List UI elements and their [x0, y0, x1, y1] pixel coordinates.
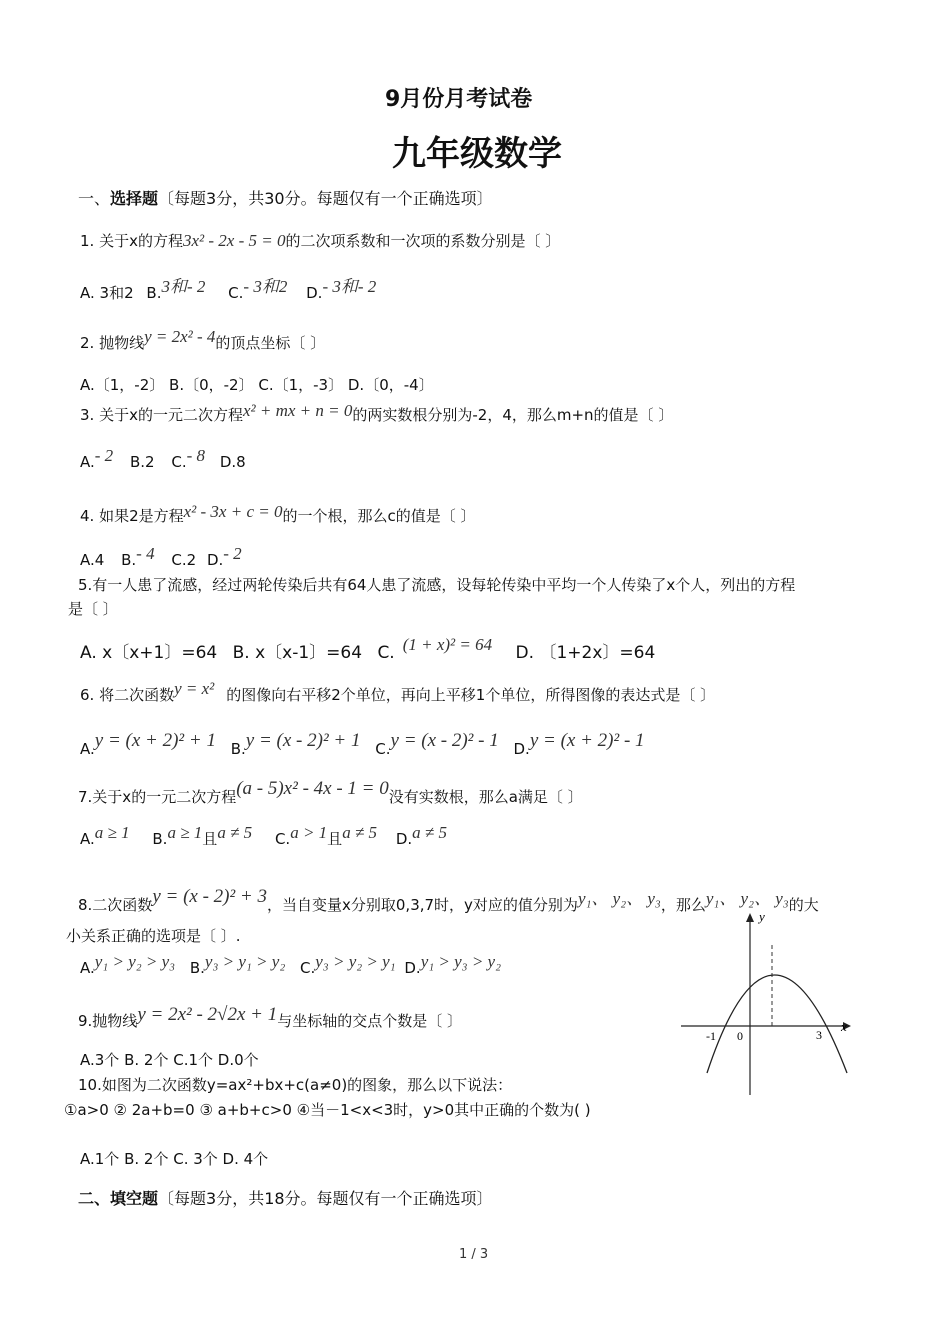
q6-option-c-math: y = (x - 2)² - 1 — [390, 730, 499, 751]
q8-pre: 8.二次函数 — [78, 896, 153, 914]
q7-option-b-and: 且 — [202, 830, 218, 848]
q8-option-c-math: y₃ > y₂ > y₁ — [315, 952, 396, 971]
exam-title: 9月份月考试卷 — [385, 87, 533, 112]
question-10-line2: ①a>0 ② 2a+b=0 ③ a+b+c>0 ④当－1<x<3时，y>0其中正确的个数为( ) — [64, 1101, 591, 1119]
q6-pre: 6. 将二次函数 — [80, 686, 175, 704]
q9-pre: 9.抛物线 — [78, 1012, 138, 1030]
tick-label-zero: 0 — [737, 1029, 743, 1043]
q6-option-a-label: A. — [80, 740, 95, 758]
q8-option-b-math: y₃ > y₁ > y₂ — [204, 952, 286, 971]
q1-pre: 1. 关于x的方程 — [80, 232, 183, 250]
q3-option-b: B.2 — [129, 453, 155, 471]
q8-mid: ，当自变量x分别取0,3,7时，y对应的值分别为 — [267, 896, 578, 914]
section1-prefix: 一、 — [78, 189, 111, 208]
q1-option-c-math: - 3和2 — [243, 277, 288, 296]
q5-option-c-label: C. — [377, 643, 395, 663]
q8-equation: y = (x - 2)² + 3 — [152, 886, 267, 907]
q1-option-d-label: D. — [306, 284, 323, 302]
q2-equation: y = 2x² - 4 — [144, 327, 216, 346]
tick-label-three: 3 — [816, 1028, 822, 1042]
q3-option-c-label: C. — [171, 453, 187, 471]
q3-pre: 3. 关于x的一元二次方程 — [80, 406, 243, 424]
q7-option-c-math2: a ≠ 5 — [342, 823, 378, 842]
section2-name: 二、填空题 — [78, 1189, 159, 1208]
parabola-graph — [675, 905, 865, 1100]
q4-option-c: C.2 — [171, 551, 197, 569]
q4-option-b-label: B. — [121, 551, 137, 569]
q7-option-b-label: B. — [152, 830, 168, 848]
q3-equation: x² + mx + n = 0 — [242, 401, 353, 420]
q4-pre: 4. 如果2是方程 — [80, 507, 184, 525]
q8-option-c-label: C. — [300, 959, 316, 977]
q7-option-a-label: A. — [80, 830, 95, 848]
q7-equation: (a - 5)x² - 4x - 1 = 0 — [236, 778, 389, 799]
question-7 — [78, 778, 583, 808]
q3-options — [80, 446, 246, 472]
section1-heading — [78, 186, 493, 209]
q3-option-c-math: - 8 — [186, 446, 206, 465]
q9-equation: y = 2x² - 2√2x + 1 — [137, 1004, 278, 1025]
q3-option-a-label: A. — [80, 453, 95, 471]
q8-option-d-math: y₁ > y₃ > y₂ — [420, 952, 501, 971]
section1-name: 选择题 — [110, 189, 159, 208]
q8-post: 的大 — [788, 896, 819, 914]
q4-option-b-math: - 4 — [136, 544, 155, 563]
q6-options — [80, 730, 645, 760]
q3-option-d: D.8 — [219, 453, 246, 471]
q8-option-d-label: D. — [404, 959, 421, 977]
q6-equation: y = x² — [174, 679, 215, 698]
q6-option-d-math: y = (x + 2)² - 1 — [529, 730, 645, 751]
q7-options — [80, 823, 447, 849]
q1-option-d-math: - 3和- 2 — [322, 277, 377, 296]
question-10-line1: 10.如图为二次函数y=ax²+bx+c(a≠0)的图象，那么以下说法： — [78, 1076, 513, 1094]
q5-option-c-math: (1 + x)² = 64 — [402, 635, 493, 654]
parabola-curve — [707, 975, 847, 1073]
q2-post: 的顶点坐标〔 〕 — [215, 334, 326, 352]
section2-note: 〔每题3分，共18分。每题仅有一个正确选项〕 — [158, 1189, 493, 1208]
section1-note: 〔每题3分，共30分。每题仅有一个正确选项〕 — [158, 189, 493, 208]
q8-option-a-math: y₁ > y₂ > y₃ — [94, 952, 176, 971]
q7-option-d-label: D. — [395, 830, 413, 848]
q8-y-values-2: y₁、 y₂、 y₃ — [705, 889, 789, 908]
q9-options: A.3个 B. 2个 C.1个 D.0个 — [80, 1051, 259, 1069]
q3-post: 的两实数根分别为-2，4，那么m+n的值是〔 〕 — [352, 406, 674, 424]
q1-option-a: A. 3和2 — [80, 284, 134, 302]
q5-option-b: B. x〔x-1〕=64 — [232, 643, 363, 663]
q1-post: 的二次项系数和一次项的系数分别是〔 〕 — [285, 232, 561, 250]
question-6 — [80, 679, 716, 705]
q2-pre: 2. 抛物线 — [80, 334, 145, 352]
q4-equation: x² - 3x + c = 0 — [183, 502, 283, 521]
q9-post: 与坐标轴的交点个数是〔 〕 — [277, 1012, 462, 1030]
q4-option-a: A.4 — [80, 551, 105, 569]
q7-option-b-math2: a ≠ 5 — [217, 823, 253, 842]
page-number: 1 / 3 — [459, 1247, 489, 1262]
q7-option-c-math1: a > 1 — [290, 823, 328, 842]
question-1 — [80, 230, 560, 251]
q7-option-c-and: 且 — [327, 830, 343, 848]
question-8-line2: 小关系正确的选项是〔 〕. — [66, 927, 241, 945]
q4-options — [80, 544, 242, 570]
q3-option-a-math: - 2 — [94, 446, 114, 465]
q7-option-c-label: C. — [274, 830, 291, 848]
subject-title: 九年级数学 — [392, 134, 562, 174]
x-axis-label: x — [841, 1019, 847, 1034]
q4-option-d-math: - 2 — [223, 544, 242, 563]
q7-pre: 7.关于x的一元二次方程 — [78, 788, 237, 806]
q5-option-d: D. 〔1+2x〕=64 — [515, 643, 656, 663]
q1-option-b-math: 3和- 2 — [161, 277, 206, 296]
q2-options: A.〔1，-2〕 B.〔0，-2〕 C.〔1，-3〕 D.〔0，-4〕 — [80, 376, 434, 394]
question-5-line1: 5.有一人患了流感，经过两轮传染后共有64人患了流感，设每轮传染中平均一个人传染了x个人，列出的方程 — [78, 576, 796, 594]
question-4 — [80, 502, 476, 526]
q4-post: 的一个根，那么c的值是〔 〕 — [282, 507, 476, 525]
y-axis-label: y — [759, 909, 765, 924]
q6-option-a-math: y = (x + 2)² + 1 — [94, 730, 216, 751]
q1-option-b-label: B. — [146, 284, 162, 302]
y-axis-arrow — [746, 913, 754, 922]
q7-option-b-math1: a ≥ 1 — [167, 823, 203, 842]
q6-option-c-label: C. — [375, 740, 391, 758]
tick-label-neg-one: -1 — [706, 1029, 716, 1043]
question-2 — [80, 327, 326, 353]
q8-option-b-label: B. — [189, 959, 205, 977]
q6-post: 的图像向右平移2个单位，再向上平移1个单位，所得图像的表达式是〔 〕 — [226, 686, 716, 704]
q5-options — [80, 635, 656, 663]
q1-options — [80, 278, 376, 303]
q6-option-d-label: D. — [513, 740, 530, 758]
q8-option-a-label: A. — [80, 959, 95, 977]
section2-heading — [78, 1186, 493, 1209]
q8-y-values: y₁、 y₂、 y₃ — [577, 889, 661, 908]
q7-option-a-math: a ≥ 1 — [94, 823, 130, 842]
q7-option-d-math: a ≠ 5 — [412, 823, 447, 842]
q1-option-c-label: C. — [228, 284, 244, 302]
q6-option-b-math: y = (x - 2)² + 1 — [245, 730, 361, 751]
q10-options: A.1个 B. 2个 C. 3个 D. 4个 — [80, 1150, 269, 1168]
question-3 — [80, 401, 674, 425]
q7-post: 没有实数根，那么a满足〔 〕 — [388, 788, 583, 806]
q8-mid2: ，那么 — [660, 896, 706, 914]
q8-options — [80, 952, 501, 978]
q6-option-b-label: B. — [230, 740, 246, 758]
question-9 — [78, 1004, 462, 1032]
q5-option-a: A. x〔x+1〕=64 — [80, 643, 218, 663]
q1-equation: 3x² - 2x - 5 = 0 — [182, 231, 286, 250]
question-5-line2: 是〔 〕 — [68, 600, 118, 618]
q4-option-d-label: D. — [206, 551, 224, 569]
